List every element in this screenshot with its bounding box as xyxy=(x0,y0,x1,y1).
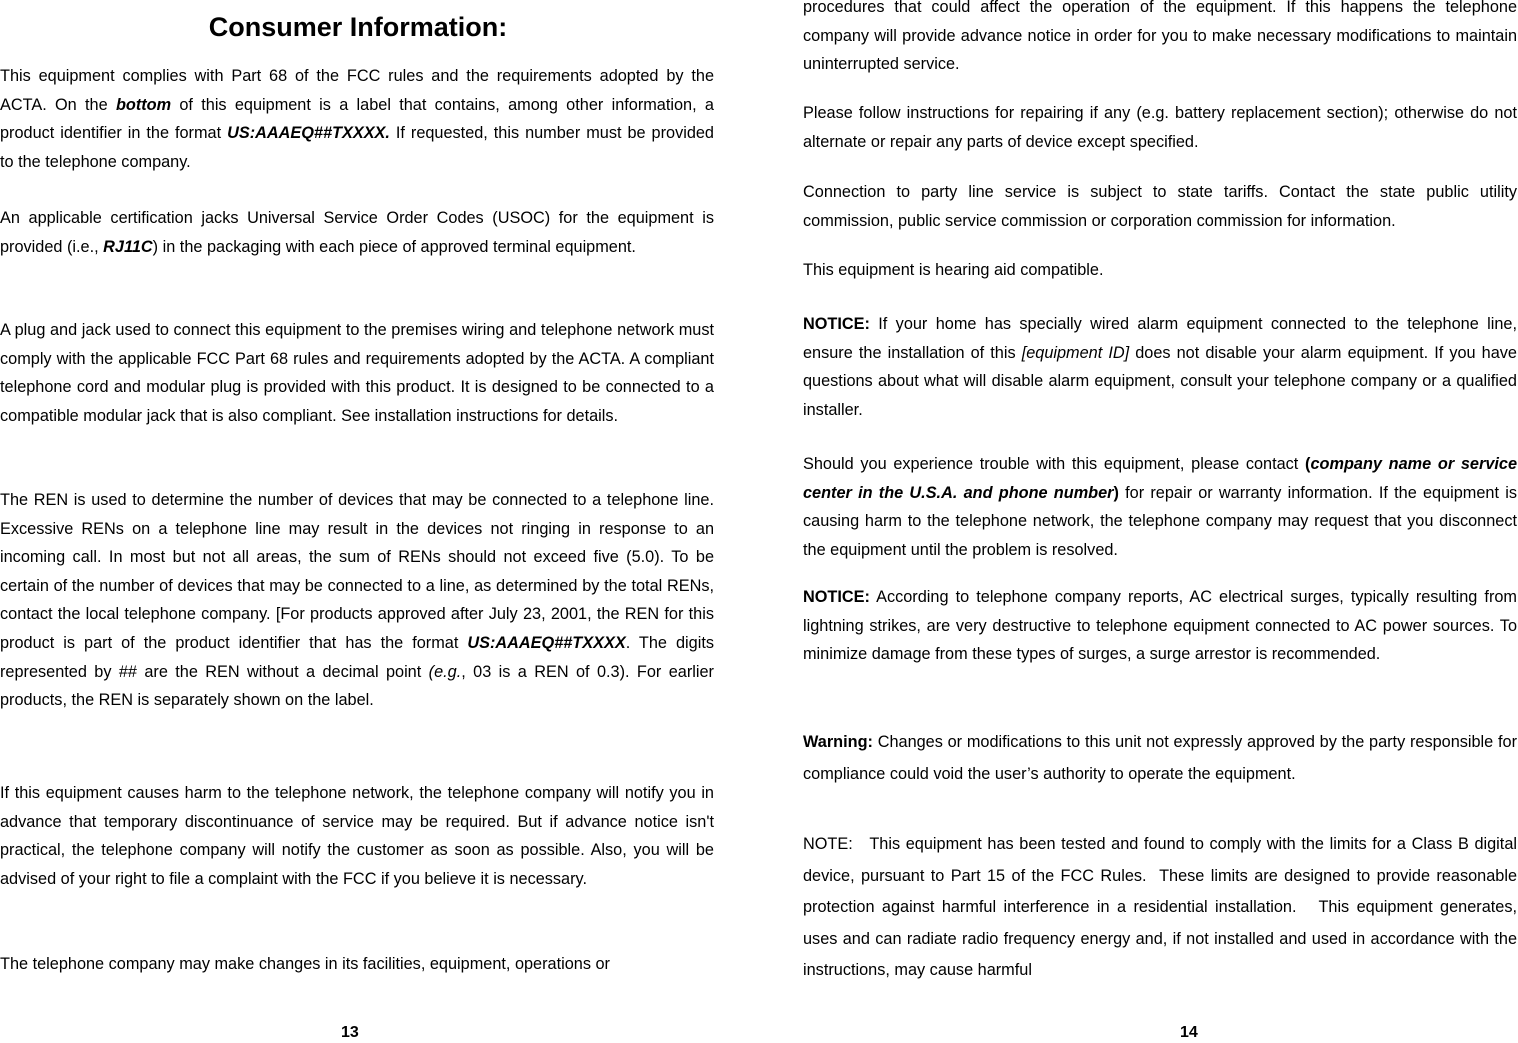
paragraph-ren: The REN is used to determine the number of devices that may be connected to a telephone line. Excessive RENs on a telephone line may result in the devices not ringing in response to an incoming call. In most but not all areas, the sum of RENs should not exceed five (5.0). To be certain of the number of devices that may be connected to a line, as determined by the total RENs, contact the local telephone company. [For products approved after July 23, 2001, the REN for this product is part of the product identifier that has the format US:AAAEQ##TXXXX. The digits represented by ## are the REN without a decimal point (e.g., 03 is a REN of 0.3). For earlier products, the REN is separately shown on the label. xyxy=(0,491,714,710)
paragraph-company-changes: The telephone company may make changes in its facilities, equipment, operations or xyxy=(0,955,610,973)
paragraph-hearing-aid: This equipment is hearing aid compatible. xyxy=(803,261,1104,279)
paragraph-alarm-notice: NOTICE: If your home has specially wired alarm equipment connected to the telephone line, ensure the installation of this [equipment ID] does not disable your alarm equipment. If you have questions about what will disable alarm equipment, consult your telephone company or a qualified installer. xyxy=(803,315,1517,419)
page-number: 13 xyxy=(341,1024,359,1041)
paragraph-harm-notice: If this equipment causes harm to the telephone network, the telephone company will notify you in advance that temporary discontinuance of service may be required. But if advance notice isn't practical, the telephone company will notify the customer as soon as possible. Also, you will be advised of your right to file a complaint with the FCC if you believe it is necessary. xyxy=(0,784,714,888)
paragraph-repairs: Please follow instructions for repairing if any (e.g. battery replacement section); otherwise do not alternate or repair any parts of device except specified. xyxy=(803,104,1517,151)
paragraph-surge-notice: NOTICE: According to telephone company reports, AC electrical surges, typically resulting from lightning strikes, are very destructive to telephone equipment connected to AC power sources. To minimize damage from these types of surges, a surge arrestor is recommended. xyxy=(803,588,1517,664)
paragraph-party-line: Connection to party line service is subject to state tariffs. Contact the state public utility commission, public service commission or corporation commission for information. xyxy=(803,183,1517,230)
paragraph-usoc: An applicable certification jacks Universal Service Order Codes (USOC) for the equipment is provided (i.e., RJ11C) in the packaging with each piece of approved terminal equipment. xyxy=(0,209,714,256)
paragraph-warning: Warning: Changes or modifications to this unit not expressly approved by the party responsible for compliance could void the user’s authority to operate the equipment. xyxy=(803,733,1517,783)
page-number: 14 xyxy=(1180,1024,1198,1041)
page-title: Consumer Information: xyxy=(208,12,508,42)
paragraph-class-b-note: NOTE: This equipment has been tested and found to comply with the limits for a Class B digital device, pursuant to Part 15 of the FCC Rules. These limits are designed to provide reasonable protection against harmful interference in a residential installation. This equipment generates, uses and can radiate radio frequency energy and, if not installed and used in accordance with the instructions, may cause harmful xyxy=(803,835,1517,979)
paragraph-plug-and-jack: A plug and jack used to connect this equipment to the premises wiring and telephone network must comply with the applicable FCC Part 68 rules and requirements adopted by the ACTA. A compliant telephone cord and modular plug is provided with this product. It is designed to be connected to a compatible modular jack that is also compliant. See installation instructions for details. xyxy=(0,321,714,425)
paragraph-procedures: procedures that could affect the operation of the equipment. If this happens the telephone company will provide advance notice in order for you to make necessary modifications to maintain uninterrupted service. xyxy=(803,0,1517,74)
paragraph-trouble-contact: Should you experience trouble with this equipment, please contact (company name or service center in the U.S.A. and phone number) for repair or warranty information. If the equipment is causing harm to the telephone network, the telephone company may request that you disconnect the equipment until the problem is resolved. xyxy=(803,455,1518,559)
paragraph-fcc-part68: This equipment complies with Part 68 of the FCC rules and the requirements adopted by the ACTA. On the bottom of this equipment is a label that contains, among other information, a product identifier in the format US:AAAEQ##TXXXX. If requested, this number must be provided to the telephone company. xyxy=(0,67,714,171)
